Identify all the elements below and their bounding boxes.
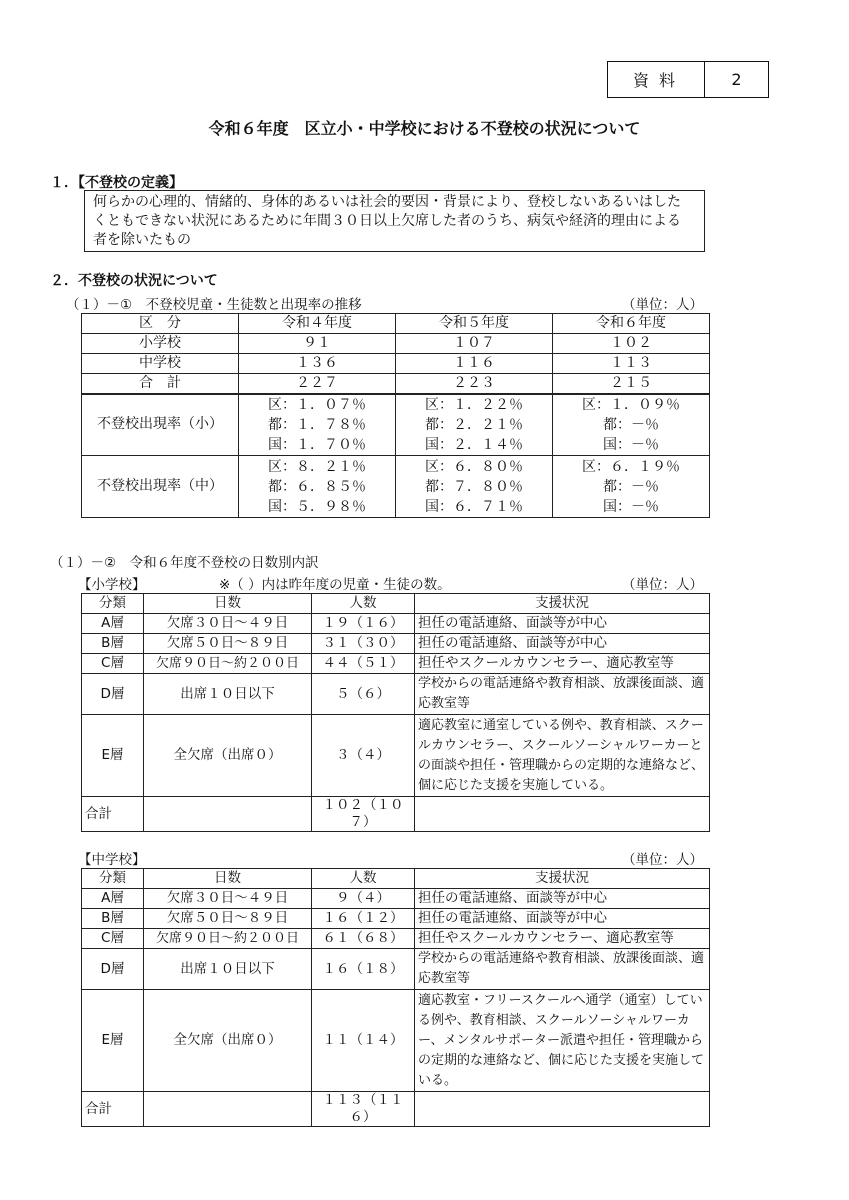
rate-line: 都：－％ — [603, 416, 659, 433]
days-cell: 出席１０日以下 — [144, 949, 312, 990]
subsection2-title: （１）－② 令和６年度不登校の日数別内訳 — [50, 555, 319, 571]
rate-line: 区：８．２１％ — [268, 458, 366, 475]
rate-line: 都：２．２１％ — [425, 416, 523, 433]
support-cell: 担任の電話連絡、面談等が中心 — [415, 889, 710, 909]
header-cell: 令和５年度 — [396, 314, 553, 334]
layer-cell: B層 — [82, 909, 144, 929]
rate-line: 都：７．８０％ — [425, 478, 523, 495]
count-cell: １９（１６） — [312, 614, 415, 634]
rate-cell — [553, 394, 710, 456]
rate-cell — [553, 456, 710, 518]
rate-line: 国：－％ — [603, 436, 659, 453]
days-cell: 欠席３０日～４９日 — [144, 614, 312, 634]
junior-high-breakdown-table — [81, 868, 710, 1127]
rate-line: 国：－％ — [603, 498, 659, 515]
empty-cell — [415, 1092, 710, 1127]
rate-line: 国：５．９８％ — [268, 498, 366, 515]
table-row — [82, 654, 710, 674]
table-cell: ２２３ — [396, 374, 553, 394]
layer-cell: E層 — [82, 990, 144, 1092]
header-cell: 令和６年度 — [553, 314, 710, 334]
count-cell: ５（６） — [312, 674, 415, 715]
header-cell: 支援状況 — [415, 869, 710, 889]
unit-label-3: （単位：人） — [622, 852, 703, 868]
support-cell: 学校からの電話連絡や教育相談、放課後面談、適応教室等 — [415, 949, 710, 990]
days-cell: 欠席９０日～約２００日 — [144, 654, 312, 674]
junior-high-label: 【中学校】 — [78, 852, 146, 868]
rate-line: 区：１．０７％ — [268, 396, 366, 413]
trend-table — [81, 313, 710, 518]
badge-number: 2 — [731, 70, 742, 89]
table-cell: １１６ — [396, 354, 553, 374]
table-row — [82, 949, 710, 990]
rate-line: 区：６．８０％ — [425, 458, 523, 475]
days-cell: 欠席９０日～約２００日 — [144, 929, 312, 949]
rate-line: 国：１．７０％ — [268, 436, 366, 453]
total-label: 合計 — [82, 1092, 144, 1127]
layer-cell: A層 — [82, 889, 144, 909]
header-cell: 分類 — [82, 869, 144, 889]
table-row — [82, 889, 710, 909]
rate-cell — [239, 394, 396, 456]
support-cell: 担任の電話連絡、面談等が中心 — [415, 614, 710, 634]
definition-line: 何らかの心理的、情緒的、身体的あるいは社会的要因・背景により、登校しないあるいはした — [93, 194, 681, 210]
rate-line: 区：６．１９％ — [582, 458, 680, 475]
header-cell: 人数 — [312, 594, 415, 614]
count-cell: ９（４） — [312, 889, 415, 909]
empty-cell — [415, 797, 710, 832]
row-label: 中学校 — [82, 354, 239, 374]
subsection1-title: （１）－① 不登校児童・生徒数と出現率の推移 — [66, 297, 362, 313]
document-badge — [607, 61, 769, 98]
layer-cell: D層 — [82, 674, 144, 715]
row-label: 小学校 — [82, 334, 239, 354]
support-cell: 担任の電話連絡、面談等が中心 — [415, 634, 710, 654]
rate-cell — [239, 456, 396, 518]
table-cell: ９１ — [239, 334, 396, 354]
support-cell: 適応教室・フリースクールへ通学（通室）している例や、教育相談、スクールソーシャルワーカー、メンタルサポーター派遣や担任・管理職からの定期的な連絡など、個に応じた支援を実施している。 — [415, 990, 710, 1092]
days-cell: 欠席５０日～８９日 — [144, 909, 312, 929]
row-label: 不登校出現率（中） — [82, 456, 239, 518]
rate-line: 国：２．１４％ — [425, 436, 523, 453]
table-row — [82, 715, 710, 797]
elementary-breakdown-table — [81, 593, 710, 832]
table-row — [82, 929, 710, 949]
support-cell: 担任やスクールカウンセラー、適応教室等 — [415, 929, 710, 949]
days-cell: 全欠席（出席０） — [144, 990, 312, 1092]
table-cell: ２２７ — [239, 374, 396, 394]
layer-cell: C層 — [82, 929, 144, 949]
rate-line: 国：６．７１％ — [425, 498, 523, 515]
empty-cell — [144, 797, 312, 832]
badge-label: 資料 — [608, 62, 705, 97]
row-label: 不登校出現率（小） — [82, 394, 239, 456]
table-cell: ２１５ — [553, 374, 710, 394]
count-cell: １６（１８） — [312, 949, 415, 990]
unit-label-2: （単位：人） — [622, 577, 703, 593]
days-cell: 欠席５０日～８９日 — [144, 634, 312, 654]
support-cell: 適応教室に通室している例や、教育相談、スクールカウンセラー、スクールソーシャルワーカーとの面談や担任・管理職からの定期的な連絡など、個に応じた支援を実施している。 — [415, 715, 710, 797]
section2-heading: ２．不登校の状況について — [50, 273, 218, 289]
elementary-label: 【小学校】 — [78, 577, 146, 593]
header-cell: 人数 — [312, 869, 415, 889]
days-cell: 全欠席（出席０） — [144, 715, 312, 797]
header-cell: 日数 — [144, 594, 312, 614]
table-total-row — [82, 797, 710, 832]
rate-line: 区：１．２２％ — [425, 396, 523, 413]
definition-line: くともできない状況にあるために年間３０日以上欠席した者のうち、病気や経済的理由による — [93, 213, 681, 229]
header-cell: 分類 — [82, 594, 144, 614]
layer-cell: A層 — [82, 614, 144, 634]
days-cell: 欠席３０日～４９日 — [144, 889, 312, 909]
rate-row-junior-high — [82, 456, 710, 518]
header-cell: 日数 — [144, 869, 312, 889]
table-header-row — [82, 594, 710, 614]
page-title: 令和６年度 区立小・中学校における不登校の状況について — [208, 119, 641, 138]
support-cell: 担任の電話連絡、面談等が中心 — [415, 909, 710, 929]
definition-box — [84, 190, 705, 252]
support-cell: 学校からの電話連絡や教育相談、放課後面談、適応教室等 — [415, 674, 710, 715]
total-value: １１３（１１６） — [312, 1092, 415, 1127]
table-cell: １１３ — [553, 354, 710, 374]
table-row — [82, 674, 710, 715]
row-label: 合 計 — [82, 374, 239, 394]
total-value: １０２（１０７） — [312, 797, 415, 832]
rate-line: 都：１．７８％ — [268, 416, 366, 433]
rate-cell — [396, 456, 553, 518]
table-header-row — [82, 314, 710, 334]
rate-line: 都：６．８５％ — [268, 478, 366, 495]
count-cell: ６１（６８） — [312, 929, 415, 949]
table-cell: １０２ — [553, 334, 710, 354]
unit-label-1: （単位：人） — [622, 297, 703, 313]
empty-cell — [144, 1092, 312, 1127]
layer-cell: E層 — [82, 715, 144, 797]
table-note: ※（ ）内は昨年度の児童・生徒の数。 — [219, 577, 451, 593]
header-cell: 令和４年度 — [239, 314, 396, 334]
definition-line: 者を除いたもの — [93, 232, 191, 248]
layer-cell: C層 — [82, 654, 144, 674]
table-cell: １３６ — [239, 354, 396, 374]
support-cell: 担任やスクールカウンセラー、適応教室等 — [415, 654, 710, 674]
section1-heading: １．【不登校の定義】 — [50, 175, 183, 191]
table-row — [82, 334, 710, 354]
count-cell: ４４（５１） — [312, 654, 415, 674]
table-header-row — [82, 869, 710, 889]
table-row — [82, 374, 710, 394]
header-cell: 区 分 — [82, 314, 239, 334]
days-cell: 出席１０日以下 — [144, 674, 312, 715]
table-cell: １０７ — [396, 334, 553, 354]
layer-cell: D層 — [82, 949, 144, 990]
count-cell: １６（１２） — [312, 909, 415, 929]
rate-line: 区：１．０９％ — [582, 396, 680, 413]
layer-cell: B層 — [82, 634, 144, 654]
rate-line: 都：－％ — [603, 478, 659, 495]
table-row — [82, 614, 710, 634]
total-label: 合計 — [82, 797, 144, 832]
count-cell: １１（１４） — [312, 990, 415, 1092]
table-row — [82, 909, 710, 929]
count-cell: ３（４） — [312, 715, 415, 797]
table-row — [82, 354, 710, 374]
count-cell: ３１（３０） — [312, 634, 415, 654]
table-total-row — [82, 1092, 710, 1127]
table-row — [82, 990, 710, 1092]
table-row — [82, 634, 710, 654]
header-cell: 支援状況 — [415, 594, 710, 614]
rate-row-elementary — [82, 394, 710, 456]
rate-cell — [396, 394, 553, 456]
